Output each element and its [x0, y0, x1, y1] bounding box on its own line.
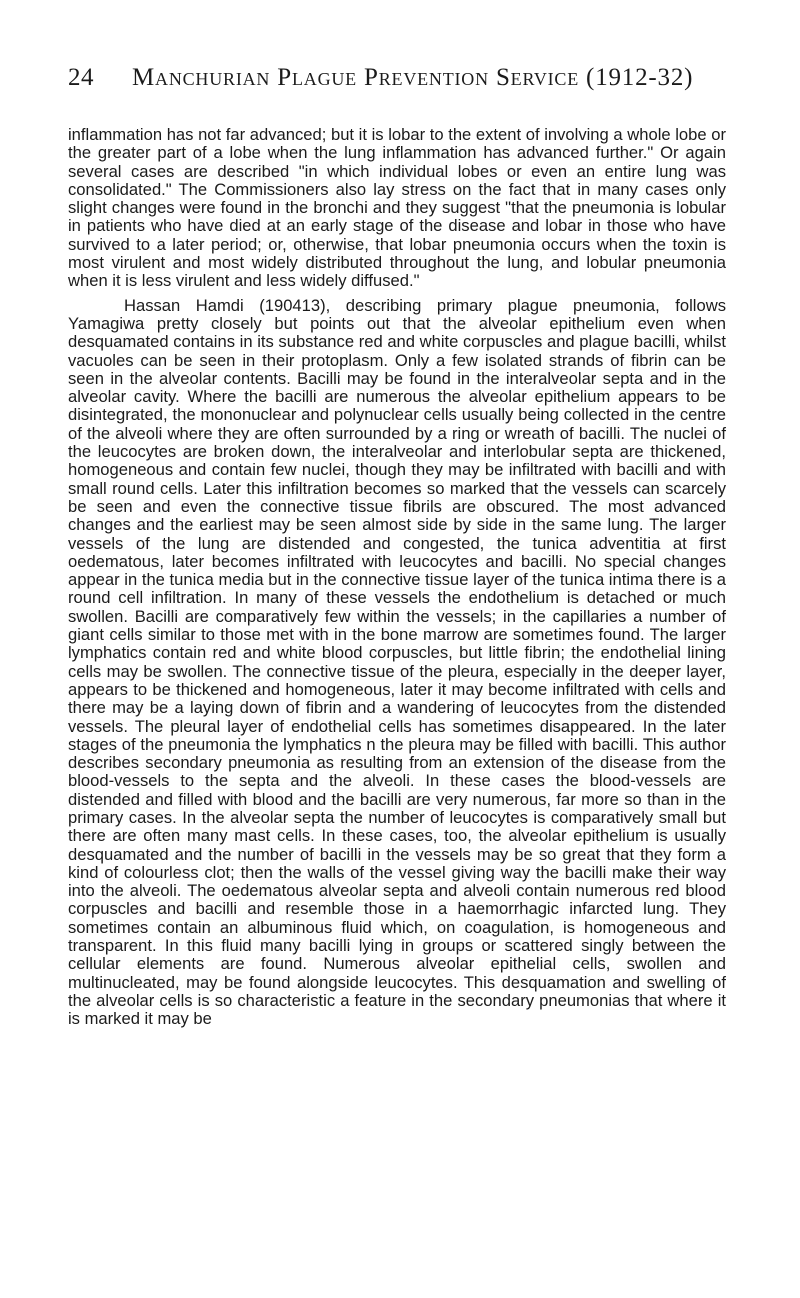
paragraph-continued: inflammation has not far advanced; but it is lobar to the extent of involving a whole lobe or the greater part of a lobe when the lung inflammation has advanced further." Or again several cases are described "in which individual lobes or even an entire lung was consolidated." The Commissioners also lay stress on the fact that in many cases only slight changes were found in the bronchi and they suggest "that the pneumonia is lobular in patients who have died at an early stage of the disease and lobar in those who have survived to a later period; or, otherwise, that lobar pneumonia occurs when the toxin is most virulent and most widely distributed throughout the lung, and lobular pneumonia when it is less virulent and less widely diffused." [68, 125, 726, 291]
page-number: 24 [68, 64, 94, 91]
page-header [68, 62, 728, 96]
body-text [68, 126, 726, 1029]
running-title: Manchurian Plague Prevention Service (1912-32) [132, 64, 694, 91]
paragraph-hassan-hamdi: Hassan Hamdi (190413), describing primary plague pneumonia, follows Yamagiwa pretty closely but points out that the alveolar epithelium even when desquamated contains in its substance red and white corpuscles and plague bacilli, whilst vacuoles can be seen in their protoplasm. Only a few isolated strands of fibrin can be seen in the alveolar contents. Bacilli may be found in the interalveolar septa and in the alveolar cavity. Where the bacilli are numerous the alveolar epithelium appears to be disintegrated, the mononuclear and polynuclear cells usually being collected in the centre of the alveoli where they are often surrounded by a ring or wreath of bacilli. The nuclei of the leucocytes are broken down, the interalveolar and interlobular septa are thickened, homogeneous and contain few nuclei, though they may be infiltrated with bacilli and with small round cells. Later this infiltration becomes so marked that the vessels can scarcely be seen and even the connective tissue fibrils are obscured. The most advanced changes and the earliest may be seen almost side by side in the same lung. The larger vessels of the lung are distended and congested, the tunica adventitia at first oedematous, later becomes infiltrated with leucocytes and bacilli. No special changes appear in the tunica media but in the connective tissue layer of the tunica intima there is a round cell infiltration. In many of these vessels the endothelium is detached or much swollen. Bacilli are comparatively few within the vessels; in the capillaries a number of giant cells similar to those met with in the bone marrow are sometimes found. The larger lymphatics contain red and white blood corpuscles, but little fibrin; the endothelial lining cells may be swollen. The connective tissue of the pleura, especially in the deeper layer, appears to be thickened and homogeneous, later it may become infiltrated with cells and there may be a laying down of fibrin and a wandering of leucocytes from the distended vessels. The pleural layer of endothelial cells has sometimes disappeared. In the later stages of the pneumonia the lymphatics n the pleura may be filled with bacilli. This author describes secondary pneumonia as resulting from an extension of the disease from the blood-vessels to the septa and the alveoli. In these cases the blood-vessels are distended and filled with blood and the bacilli are very numerous, far more so than in the primary cases. In the alveolar septa the number of leucocytes is comparatively small but there are often many mast cells. In these cases, too, the alveolar epithelium is usually desquamated and the number of bacilli in the vessels may be so great that they form a kind of colourless clot; then the walls of the vessel giving way the bacilli make their way into the alveoli. The oedematous alveolar septa and alveoli contain numerous red blood corpuscles and bacilli and resemble those in a haemorrhagic infarcted lung. They sometimes contain an albuminous fluid which, on coagulation, is homogeneous and transparent. In this fluid many bacilli lying in groups or scattered singly between the cellular elements are found. Numerous alveolar epithelial cells, swollen and multinucleated, may be found alongside leucocytes. This desquamation and swelling of the alveolar cells is so characteristic a feature in the secondary pneumonias that where it is marked it may be [68, 295, 726, 1029]
